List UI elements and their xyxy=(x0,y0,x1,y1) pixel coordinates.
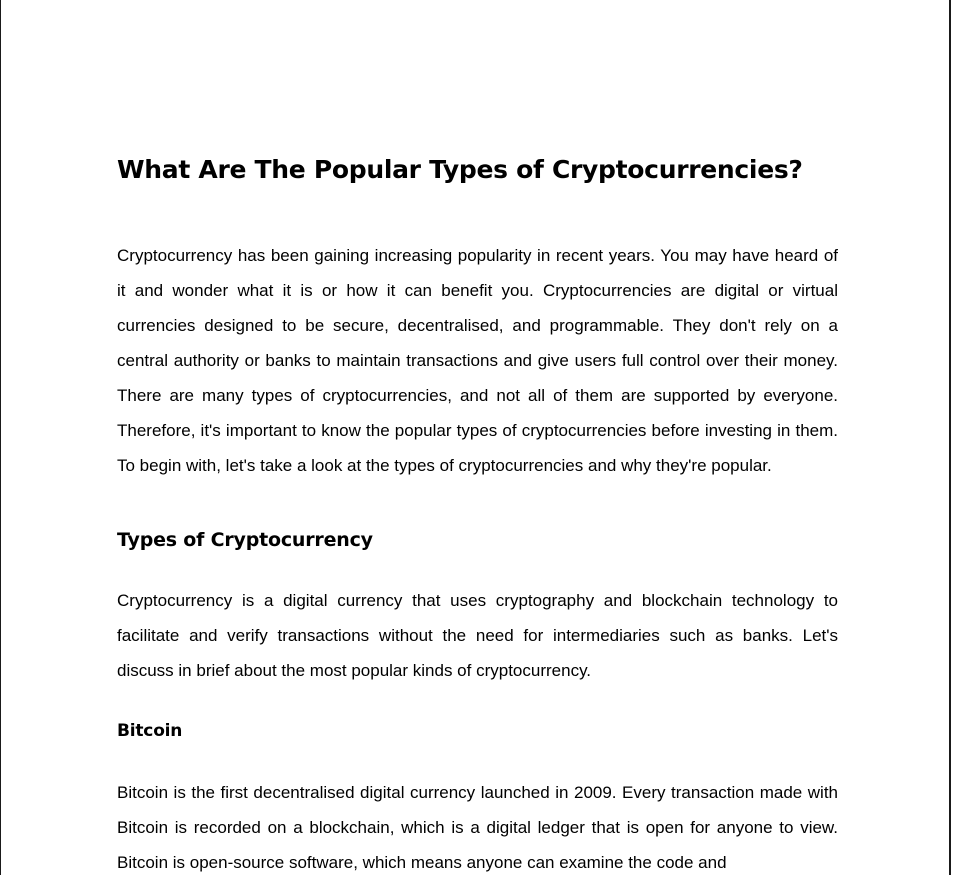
section-paragraph-bitcoin: Bitcoin is the first decentralised digital currency launched in 2009. Every transaction made with Bitcoin is recorded on a blockchain, which is a digital ledger that is open for anyone to view. Bitcoin is open-source software, which means anyone can examine the code and xyxy=(117,783,838,872)
intro-paragraph: Cryptocurrency has been gaining increasing popularity in recent years. You may have heard of it and wonder what it is or how it can benefit you. Cryptocurrencies are digital or virtual currencies designed to be secure, decentralised, and programmable. They don't rely on a central authority or banks to maintain transactions and give users full control over their money. There are many types of cryptocurrencies, and not all of them are supported by everyone. Therefore, it's important to know the popular types of cryptocurrencies before investing in them. To begin with, let's take a look at the types of cryptocurrencies and why they're popular. xyxy=(117,246,838,475)
document-content xyxy=(117,150,838,875)
document-title: What Are The Popular Types of Cryptocurrencies? xyxy=(117,155,803,184)
section-heading-bitcoin: Bitcoin xyxy=(117,721,183,741)
section-paragraph-types: Cryptocurrency is a digital currency that uses cryptography and blockchain technology to facilitate and verify transactions without the need for intermediaries such as banks. Let's discuss in brief about the most popular kinds of cryptocurrency. xyxy=(117,591,838,680)
section-heading-types: Types of Cryptocurrency xyxy=(117,529,373,551)
